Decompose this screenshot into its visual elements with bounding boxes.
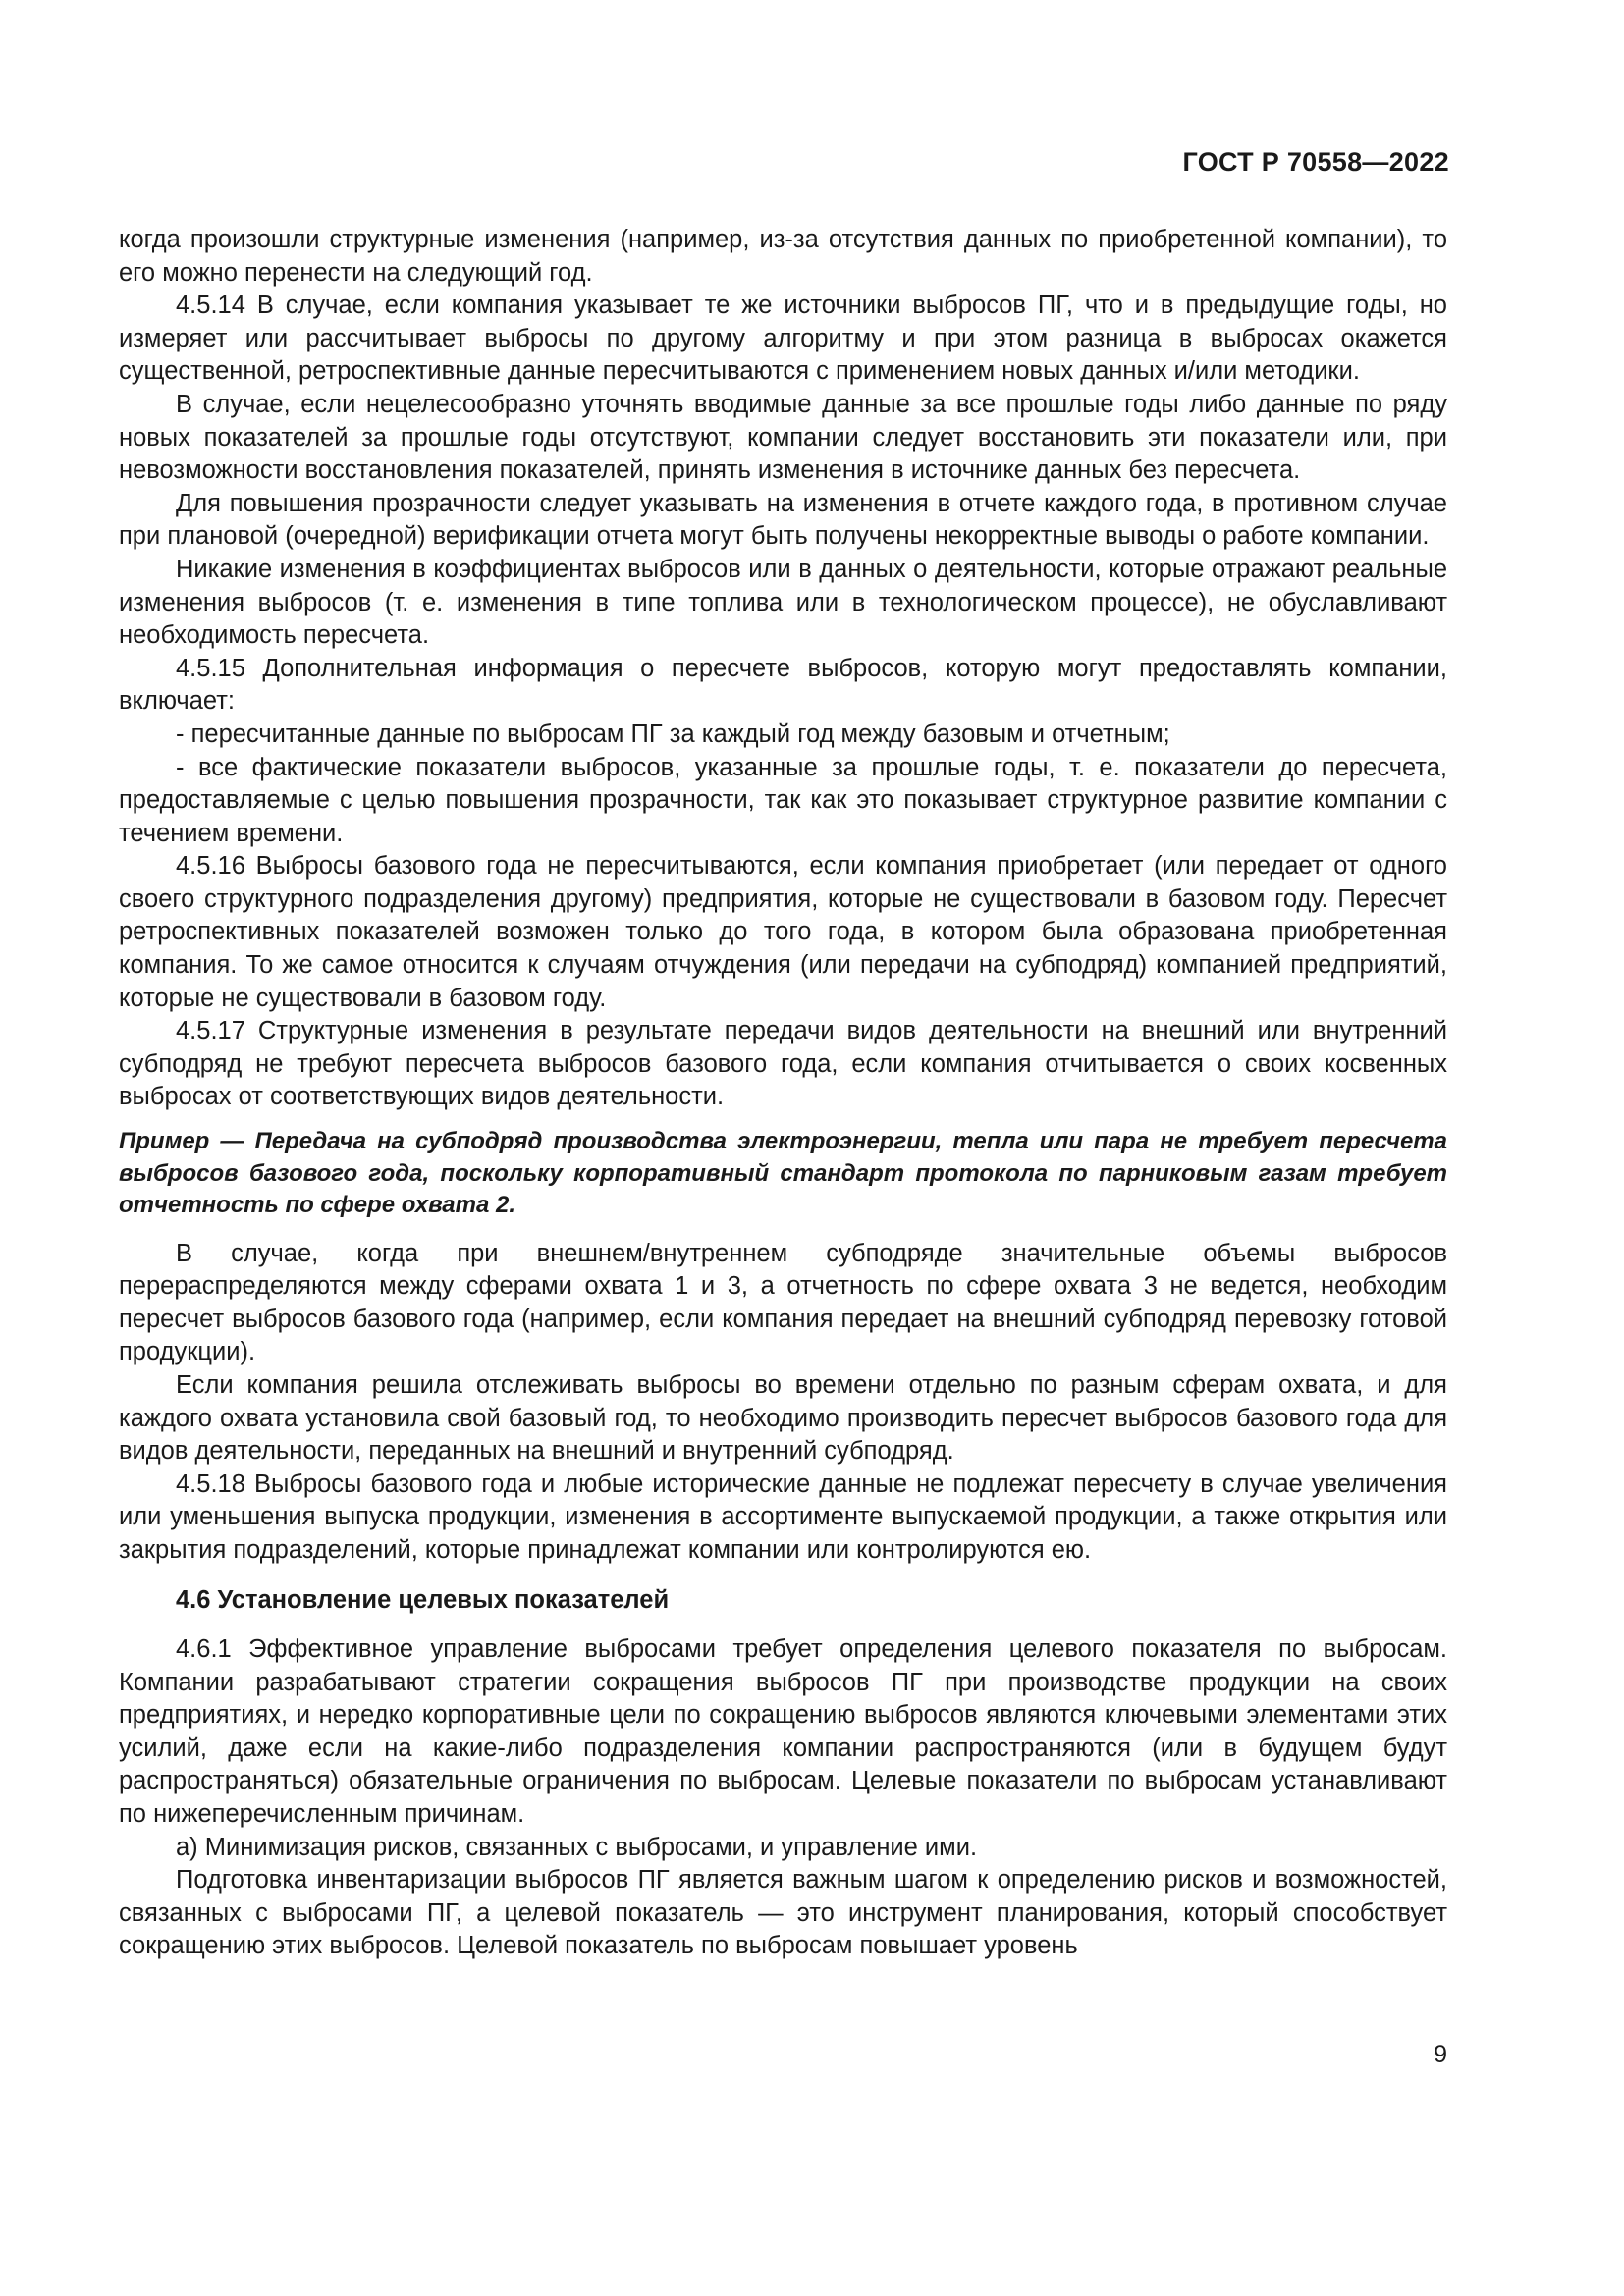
paragraph: Для повышения прозрачности следует указывать на изменения в отчете каждого года, в противном случае при плановой (очередной) верификации отчета могут быть получены некорректные выводы о работе компании. — [119, 489, 1447, 551]
list-item: - пересчитанные данные по выбросам ПГ за каждый год между базовым и отчетным; — [176, 720, 1170, 748]
list-item: а) Минимизация рисков, связанных с выбросами, и управление ими. — [176, 1833, 978, 1861]
paragraph: 4.6.1 Эффективное управление выбросами требует определения целевого показателя по выбросам. Компании разрабатывают стратегии сокращения выбросов ПГ при производстве продукции на своих предприятиях, и нередко корпоративные цели по сокращению выбросов являются ключевыми элементами этих усилий, даже если на какие-либо подразделения компании распространяются (или в будущем будут распространяться) обязательные ограничения по выбросам. Целевые показатели по выбросам устанавливают по нижеперечисленным причинам. — [119, 1635, 1447, 1829]
paragraph: Подготовка инвентаризации выбросов ПГ является важным шагом к определению рисков и возможностей, связанных с выбросами ПГ, а целевой показатель — это инструмент планирования, который способствует сокращению этих выбросов. Целевой показатель по выбросам повышает уровень — [119, 1866, 1447, 1960]
paragraph: В случае, когда при внешнем/внутреннем субподряде значительные объемы выбросов перераспределяются между сферами охвата 1 и 3, а отчетность по сфере охвата 3 не ведется, необходим пересчет выбросов базового года (например, если компания передает на внешний субподряд перевозку готовой продукции). — [119, 1239, 1447, 1366]
document-header: ГОСТ Р 70558—2022 — [1182, 147, 1449, 177]
page-number: 9 — [1434, 2041, 1447, 2068]
paragraph: 4.5.16 Выбросы базового года не пересчитываются, если компания приобретает (или передает от одного своего структурного подразделения другому) предприятия, которые не существовали в базовом году. Пересчет ретроспективных показателей возможен только до того года, в котором была образована приобретенная компания. То же самое относится к случаям отчуждения (или передачи на субподряд) компанией предприятий, которые не существовали в базовом году. — [119, 852, 1447, 1012]
paragraph: 4.5.18 Выбросы базового года и любые исторические данные не подлежат пересчету в случае увеличения или уменьшения выпуска продукции, изменения в ассортименте выпускаемой продукции, а также открытия или закрытия подразделений, которые принадлежат компании или контролируются ею. — [119, 1469, 1447, 1564]
paragraph: 4.5.15 Дополнительная информация о пересчете выбросов, которую могут предоставлять компании, включает: — [119, 654, 1447, 716]
document-body — [119, 224, 1447, 1963]
list-item: - все фактические показатели выбросов, указанные за прошлые годы, т. е. показатели до пересчета, предоставляемые с целью повышения прозрачности, так как это показывает структурное развитие компании с течением времени. — [119, 753, 1447, 847]
paragraph: 4.5.14 В случае, если компания указывает те же источники выбросов ПГ, что и в предыдущие годы, но измеряет или рассчитывает выбросы по другому алгоритму и при этом разница в выбросах окажется существенной, ретроспективные данные пересчитываются с применением новых данных и/или методики. — [119, 292, 1447, 386]
paragraph: когда произошли структурные изменения (например, из-за отсутствия данных по приобретенной компании), то его можно перенести на следующий год. — [119, 226, 1447, 287]
section-title: 4.6 Установление целевых показателей — [176, 1586, 670, 1615]
paragraph: В случае, если нецелесообразно уточнять вводимые данные за все прошлые годы либо данные по ряду новых показателей за прошлые годы отсутствуют, компании следует восстановить эти показатели или, при невозможности восстановления показателей, принять изменения в источнике данных без пересчета. — [119, 390, 1447, 485]
paragraph: Если компания решила отслеживать выбросы во времени отдельно по разным сферам охвата, и для каждого охвата установила свой базовый год, то необходимо производить пересчет выбросов базового года для видов деятельности, переданных на внешний и внутренний субподряд. — [119, 1370, 1447, 1466]
paragraph: Никакие изменения в коэффициентах выбросов или в данных о деятельности, которые отражают реальные изменения выбросов (т. е. изменения в типе топлива или в технологическом процессе), не обуславливают необходимость пересчета. — [119, 555, 1447, 650]
example-note: Пример — Передача на субподряд производства электроэнергии, тепла или пара не требует пересчета выбросов базового года, поскольку корпоративный стандарт протокола по парниковым газам требует отчетность по сфере охвата 2. — [119, 1128, 1447, 1219]
paragraph: 4.5.17 Структурные изменения в результате передачи видов деятельности на внешний или внутренний субподряд не требуют пересчета выбросов базового года, если компания отчитывается о своих косвенных выбросах от соответствующих видов деятельности. — [119, 1017, 1447, 1111]
